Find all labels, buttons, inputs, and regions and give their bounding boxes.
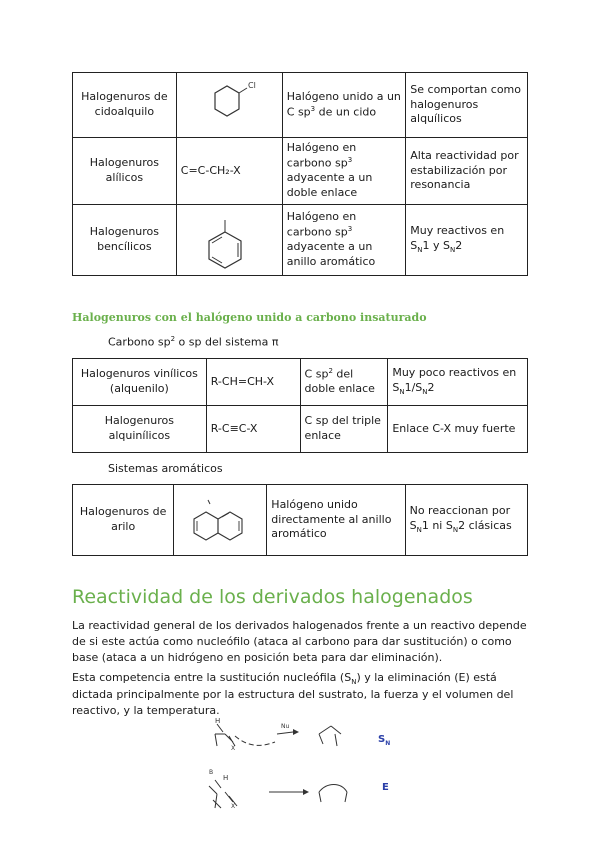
cell-name: Halogenuros bencílicos — [73, 205, 177, 276]
table-row — [73, 138, 528, 205]
cell-behavior: Alta reactividad por estabilización por resonancia — [406, 138, 528, 205]
benzyl-halide-structure — [181, 208, 277, 272]
reaction-scheme — [195, 712, 435, 822]
cell-desc: C $sp^2$ del doble enlace — [300, 359, 388, 406]
cell-formula: R-C≡C-X — [206, 406, 300, 453]
atom-halogen-e: X — [231, 803, 236, 810]
subheading-aromatic: Sistemas aromáticos — [108, 462, 223, 475]
structure-cell — [176, 205, 282, 276]
cell-name: Halogenuros alílicos — [73, 138, 177, 205]
cell-name: Halogenuros de cidoalquilo — [73, 73, 177, 138]
saturated-halides-table — [72, 72, 528, 276]
cell-name: Halogenuros vinílicos (alquenilo) — [73, 359, 207, 406]
cell-desc: Halógeno en carbono $sp^3$ adyacente a un anillo aromático — [282, 205, 406, 276]
e-label: E — [382, 782, 389, 793]
base-label: B — [209, 769, 214, 776]
cyclohexyl-chloride-structure — [181, 78, 277, 132]
cell-name: Halogenuros de arilo — [73, 485, 174, 556]
table-row — [73, 73, 528, 138]
cell-behavior: Muy poco reactivos en $S_N1/S_N2$ — [388, 359, 528, 406]
structure-cell — [176, 73, 282, 138]
table-row — [73, 406, 528, 453]
aryl-halides-table — [72, 484, 528, 556]
cell-desc: Halógeno unido a un C $sp^3$ de un cido — [282, 73, 406, 138]
table-row — [73, 485, 528, 556]
naphthalene-structure — [178, 490, 262, 550]
sn-label: $S_N$ — [378, 734, 391, 747]
nucleophile-label: Nu — [281, 723, 290, 730]
cell-behavior: Enlace C-X muy fuerte — [388, 406, 528, 453]
chlorine-label: Cl — [247, 81, 256, 90]
cell-behavior: No reaccionan por $S_N1$ ni $S_N2$ clásicas — [405, 485, 527, 556]
table-row — [73, 205, 528, 276]
cell-formula: C=C-CH₂-X — [176, 138, 282, 205]
structure-cell — [174, 485, 267, 556]
cell-behavior: Muy reactivos en $S_N1$ y $S_N2$ — [406, 205, 528, 276]
paragraph: La reactividad general de los derivados halogenados frente a un reactivo depende de si este actúa como nucleófilo (ataca al carbono para dar sustitución) o como base (ataca a un hidrógeno en posición beta para dar eliminación). — [72, 619, 527, 664]
atom-hydrogen: H — [215, 717, 221, 725]
atom-hydrogen-e: H — [223, 774, 229, 782]
cell-desc: Halógeno en carbono $sp^3$ adyacente a un doble enlace — [282, 138, 406, 205]
subheading-sp2: Carbono $sp^2$ o sp del sistema π — [108, 335, 279, 349]
unsaturated-halides-table — [72, 358, 528, 453]
cell-name: Halogenuros alquinílicos — [73, 406, 207, 453]
cell-formula: R-CH=CH-X — [206, 359, 300, 406]
cell-desc: C sp del triple enlace — [300, 406, 388, 453]
table-row — [73, 359, 528, 406]
atom-halogen: X — [231, 745, 236, 752]
cell-behavior: Se comportan como halogenuros alquílicos — [406, 73, 528, 138]
section-heading: Halogenuros con el halógeno unido a carbono insaturado — [72, 311, 427, 324]
section-title: Reactividad de los derivados halogenados — [72, 586, 473, 608]
cell-desc: Halógeno unido directamente al anillo aromático — [267, 485, 405, 556]
paragraph: Esta competencia entre la sustitución nucleófila $(S_N)$ y la eliminación (E) está dictada principalmente por la estructura del sustrato, la fuerza y el volumen del reactivo, y la temperatura. — [72, 671, 514, 718]
